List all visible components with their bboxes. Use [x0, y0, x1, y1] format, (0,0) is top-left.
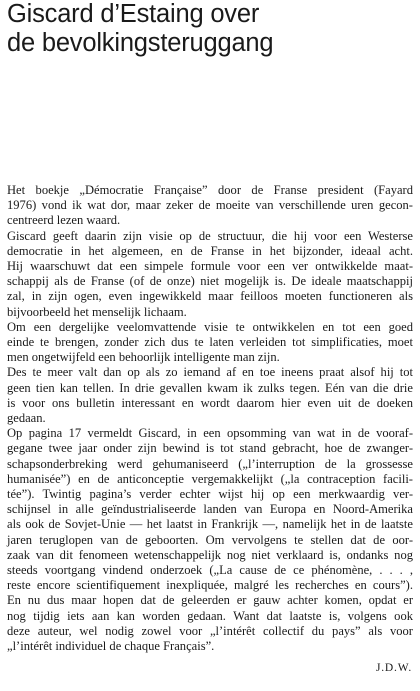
paragraph-line: jaren teruglopen van de geboorten. Om vervolgens te stellen dat de oor-	[7, 532, 413, 547]
paragraph-line: bijvoorbeeld het menselijk lichaam.	[7, 304, 187, 319]
paragraph-line: Om een dergelijke veelomvattende visie te ontwikkelen en tot een goed	[7, 319, 413, 334]
paragraph-line: zal, in zijn ogen, even ingewikkeld maar feilloos moeten functioneren als	[7, 289, 413, 304]
article-body	[7, 183, 413, 654]
article-title	[7, 0, 412, 58]
paragraph-line: En nu dus maar hopen dat de geleerden er gauw achter komen, opdat er	[7, 593, 413, 608]
article-paragraph	[7, 183, 413, 229]
paragraph-line: men ongetwijfeld een behoorlijk intelligente man zijn.	[7, 350, 280, 365]
paragraph-line: Des te meer valt dan op als zo iemand af en toe ineens praat alsof hij tot	[7, 365, 413, 380]
paragraph-line: geen tien kan tellen. In drie gevallen kwam ik zulks tegen. Eén van die drie	[7, 380, 413, 395]
paragraph-line: humanisée”) en de anticonceptie vergemakkelijkt („la contraception facili-	[7, 471, 413, 486]
paragraph-line: „l’intérêt individuel de chaque Français”.	[7, 639, 215, 654]
paragraph-line: 1976) vond ik wat dor, maar zeker de moeite van verschillende uren gecon-	[7, 198, 413, 213]
paragraph-line: Op pagina 17 vermeldt Giscard, in een opsomming van wat in de vooraf-	[7, 426, 413, 441]
paragraph-line: schapsonderbreking werd gehumaniseerd („l’interruption de la grossesse	[7, 456, 413, 471]
paragraph-line: democratie in het algemeen, en de Franse in het bijzonder, ideaal acht.	[7, 243, 413, 258]
paragraph-line: Hij waarschuwt dat een simpele formule voor een ver ontwikkelde maat-	[7, 259, 413, 274]
article-paragraph	[7, 320, 413, 366]
article-paragraph	[7, 365, 413, 426]
paragraph-line: nog tijdig iets aan kan worden gedaan. Want dat laatste is, volgens ook	[7, 608, 413, 623]
paragraph-line: schijnsel in alle geïndustrialiseerde landen van Europa en Noord-Amerika	[7, 502, 413, 517]
paragraph-line: einde te brengen, zonder zich dus te laten verleiden tot simplificaties, moet	[7, 335, 413, 350]
paragraph-line: steeds voortgang vindend onderzoek („La cause de ce phénomène, . . . ,	[7, 563, 413, 578]
article-paragraph	[7, 426, 413, 654]
paragraph-line: gegane twee jaar onder zijn bewind is tot stand gebracht, hoe de zwanger-	[7, 441, 413, 456]
paragraph-line: zaak van dit fenomeen wetenschappelijk nog niet verklaard is, ondanks nog	[7, 547, 413, 562]
paragraph-line: schappij als de Franse (of de onze) niet mogelijk is. De ideale maatschappij	[7, 274, 413, 289]
paragraph-line: Giscard geeft daarin zijn visie op de structuur, die hij voor een Westerse	[7, 228, 413, 243]
paragraph-line: is voor ons bulletin interessant en wordt daarom hier even uit de doeken	[7, 395, 413, 410]
paragraph-line: Het boekje „Démocratie Française” door de Franse president (Fayard	[7, 183, 413, 197]
paragraph-line: gedaan.	[7, 411, 46, 426]
paragraph-line: reste encore scientifiquement inexpliquée, malgré les recherches en cours”).	[7, 578, 413, 593]
article-paragraph	[7, 229, 413, 320]
author-signature: J.D.W.	[375, 662, 412, 674]
article-title-line-2: de bevolkingsteruggang	[7, 29, 274, 57]
paragraph-line: deze auteur, wel nodig zowel voor „l’intérêt collectif du pays” als voor	[7, 623, 413, 638]
paragraph-line: tée”). Twintig pagina’s verder echter wijst hij op een merkwaardig ver-	[7, 487, 413, 502]
article-title-line-1: Giscard d’Estaing over	[7, 0, 260, 28]
paragraph-line: als ook de Sovjet-Unie — het laatst in Frankrijk —, namelijk het in de laatste	[7, 517, 413, 532]
paragraph-line: centreerd lezen waard.	[7, 213, 121, 228]
